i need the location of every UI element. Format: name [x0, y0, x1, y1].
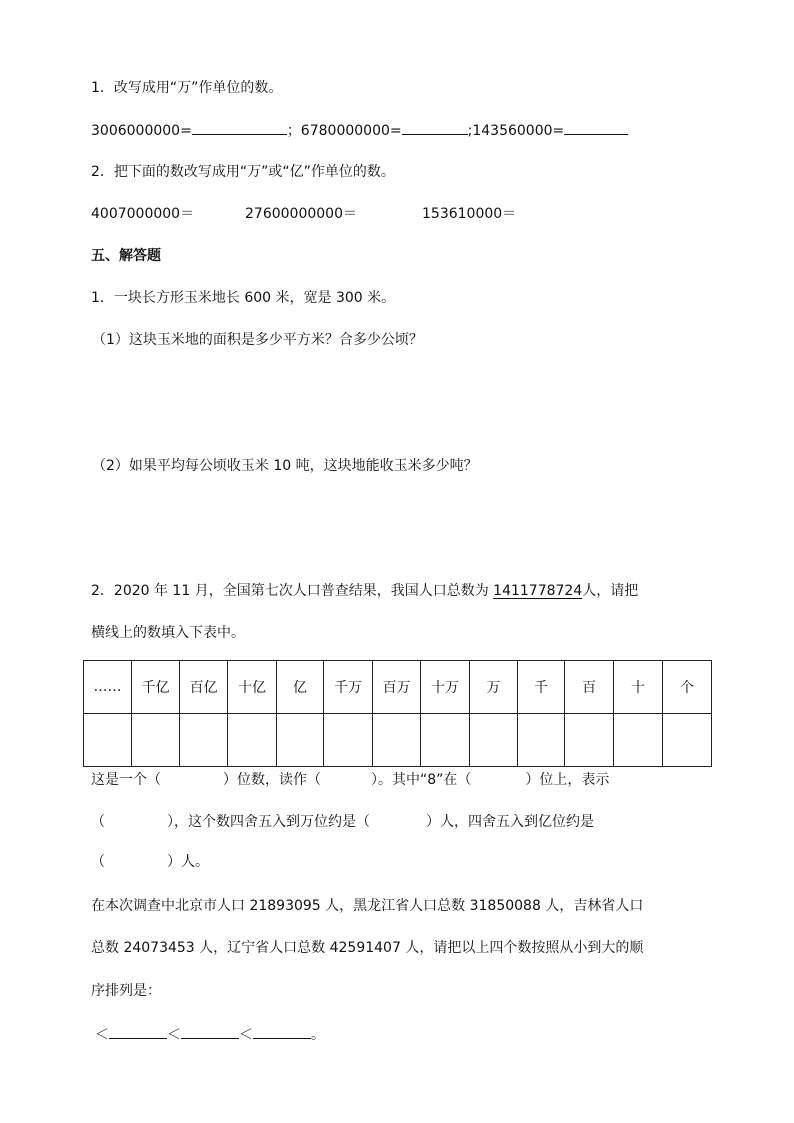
problem2-stem — [91, 581, 638, 601]
answer-cell[interactable] — [180, 714, 228, 767]
problem1-sub1: （1）这块玉米地的面积是多少平方米？合多少公顷？ — [92, 332, 423, 348]
problem2-stem-b: 人，请把 — [582, 583, 639, 599]
fill1-text-c: ）。其中“8”在（ — [371, 772, 472, 788]
header-cell-bai: 百 — [565, 661, 614, 714]
answer-cell[interactable] — [228, 714, 277, 767]
fill-line-2 — [91, 812, 594, 832]
header-cell-ellipsis: …… — [84, 661, 132, 714]
fill1-text-d: ）位上，表示 — [525, 772, 610, 788]
less-than-1: ＜ — [95, 1027, 109, 1043]
answer-cell[interactable] — [518, 714, 565, 767]
survey-line-1: 在本次调查中北京市人口 21893095 人，黑龙江省人口总数 31850088 人，吉林省人口 — [91, 898, 644, 914]
order-end: 。 — [311, 1027, 325, 1043]
fill2-text-c: ）人，四舍五入到亿位约是 — [426, 814, 594, 830]
answer-cell[interactable] — [277, 714, 324, 767]
fill-line-3 — [91, 852, 209, 872]
fill2-text-b: ），这个数四舍五入到万位约是（ — [167, 814, 370, 830]
answer-cell[interactable] — [663, 714, 712, 767]
q1-item2-label: ；6780000000= — [286, 123, 402, 139]
q2-title: 2．把下面的数改写成用“万”或“亿”作单位的数。 — [91, 164, 395, 180]
header-cell-shiyi: 十亿 — [228, 661, 277, 714]
fill3-text-b: ）人。 — [167, 854, 209, 870]
q1-answer-blank-1[interactable] — [192, 120, 287, 135]
q1-items — [91, 120, 628, 141]
header-cell-yi: 亿 — [277, 661, 324, 714]
answer-cell[interactable] — [470, 714, 518, 767]
survey-line-3: 序排列是： — [91, 983, 161, 999]
fill-line-1 — [91, 770, 609, 790]
section-heading: 五、解答题 — [91, 248, 161, 264]
header-cell-qianyi: 千亿 — [132, 661, 180, 714]
answer-cell[interactable] — [84, 714, 132, 767]
population-number: 1411778724 — [493, 583, 583, 599]
order-blank-3[interactable] — [253, 1024, 311, 1039]
header-cell-shi: 十 — [614, 661, 663, 714]
answer-cell[interactable] — [324, 714, 373, 767]
header-cell-baiwan: 百万 — [373, 661, 421, 714]
survey-line-2: 总数 24073453 人，辽宁省人口总数 42591407 人，请把以上四个数按照从小到大的顺 — [91, 940, 644, 956]
place-value-table — [83, 660, 712, 767]
less-than-2: ＜ — [167, 1027, 181, 1043]
problem1-stem: 1．一块长方形玉米地长 600 米，宽是 300 米。 — [91, 290, 396, 306]
q2-number-3: 153610000＝ — [422, 206, 517, 222]
header-cell-baiyi: 百亿 — [180, 661, 228, 714]
fill1-text-b: ）位数，读作（ — [223, 772, 321, 788]
fill1-text-a: 这是一个（ — [91, 772, 161, 788]
q1-answer-blank-2[interactable] — [402, 120, 468, 135]
problem2-stem-line2: 横线上的数填入下表中。 — [91, 625, 245, 641]
table-answer-row — [84, 714, 712, 767]
q2-number-2: 27600000000＝ — [245, 206, 357, 222]
header-cell-qian: 千 — [518, 661, 565, 714]
answer-cell[interactable] — [614, 714, 663, 767]
problem1-sub2: （2）如果平均每公顷收玉米 10 吨，这块地能收玉米多少吨？ — [92, 458, 478, 474]
order-blank-1[interactable] — [109, 1024, 167, 1039]
header-cell-shiwan: 十万 — [421, 661, 470, 714]
answer-cell[interactable] — [421, 714, 470, 767]
fill3-text-a: （ — [91, 854, 105, 870]
order-blank-2[interactable] — [181, 1024, 239, 1039]
less-than-3: ＜ — [239, 1027, 253, 1043]
header-cell-wan: 万 — [470, 661, 518, 714]
header-cell-ge: 个 — [663, 661, 712, 714]
table-header-row — [84, 661, 712, 714]
q2-number-1: 4007000000＝ — [91, 206, 195, 222]
answer-cell[interactable] — [373, 714, 421, 767]
header-cell-qianwan: 千万 — [324, 661, 373, 714]
q1-item1-label: 3006000000= — [91, 123, 192, 139]
q1-answer-blank-3[interactable] — [564, 120, 628, 135]
problem2-stem-a: 2．2020 年 11 月，全国第七次人口普查结果，我国人口总数为 — [91, 583, 494, 599]
order-line — [95, 1024, 325, 1045]
q1-title: 1．改写成用“万”作单位的数。 — [91, 80, 283, 96]
answer-cell[interactable] — [565, 714, 614, 767]
answer-cell[interactable] — [132, 714, 180, 767]
fill2-text-a: （ — [91, 814, 105, 830]
q1-item3-label: ;143560000= — [467, 123, 565, 139]
